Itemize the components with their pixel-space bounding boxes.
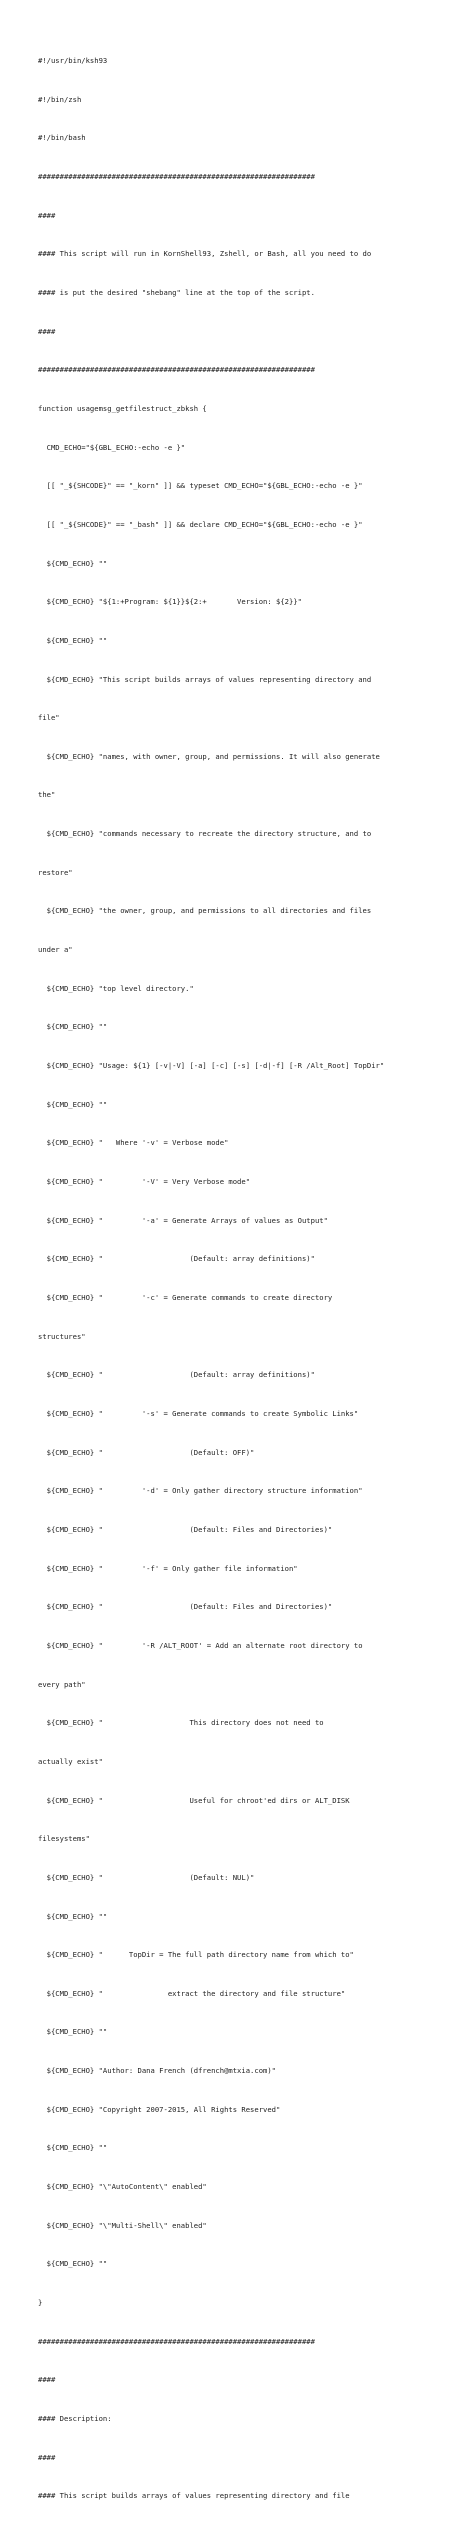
code-line-option-default: ${CMD_ECHO} " (Default: array definitions)" <box>38 1370 315 1380</box>
code-line-option: ${CMD_ECHO} " '-d' = Only gather directory structure information" <box>38 1486 363 1496</box>
code-line-usage: ${CMD_ECHO} "Usage: ${1} [-v|-V] [-a] [-c] [-s] [-d|-f] [-R /Alt_Root] TopDir" <box>38 1061 385 1071</box>
code-line: [[ "_${SHCODE}" == "_korn" ]] && typeset CMD_ECHO="${GBL_ECHO:-echo -e }" <box>38 481 363 491</box>
code-line-comment: #### This script builds arrays of values representing directory and file <box>38 2491 350 2501</box>
code-line-option-default: ${CMD_ECHO} " (Default: array definitions)" <box>38 1254 315 1264</box>
script-listing <box>38 42 438 2531</box>
code-line: ${CMD_ECHO} "${1:+Program: ${1}}${2:+ Version: ${2}}" <box>38 597 302 607</box>
code-line: ${CMD_ECHO} "" <box>38 558 108 568</box>
code-line: ${CMD_ECHO} " Useful for chroot'ed dirs or ALT_DISK <box>38 1795 350 1805</box>
code-line: ${CMD_ECHO} "" <box>38 2259 108 2269</box>
code-line-comment: #### is put the desired "shebang" line at the top of the script. <box>38 287 315 297</box>
code-line-comment: #### Description: <box>38 2414 112 2424</box>
code-line-option: ${CMD_ECHO} " '-V' = Very Verbose mode" <box>38 1177 251 1187</box>
code-line-wrapped: the" <box>38 790 56 800</box>
code-line-comment: #### <box>38 2452 56 2462</box>
code-line: ${CMD_ECHO} "commands necessary to recreate the directory structure, and to <box>38 829 372 839</box>
code-line-comment-rule: ################################################################ <box>38 171 315 181</box>
code-line-comment-rule: ################################################################ <box>38 365 315 375</box>
code-line-shebang-zsh: #!/bin/zsh <box>38 94 82 104</box>
code-line: ${CMD_ECHO} "" <box>38 635 108 645</box>
code-line: ${CMD_ECHO} " This directory does not need to <box>38 1718 324 1728</box>
code-line-function-header: function usagemsg_getfilestruct_zbksh { <box>38 403 207 413</box>
code-line: ${CMD_ECHO} "the owner, group, and permissions to all directories and files <box>38 906 372 916</box>
code-line: ${CMD_ECHO} "" <box>38 2143 108 2153</box>
code-line: ${CMD_ECHO} " TopDir = The full path directory name from which to" <box>38 1950 354 1960</box>
code-line-option-default: ${CMD_ECHO} " (Default: Files and Directories)" <box>38 1602 333 1612</box>
code-line: ${CMD_ECHO} "top level directory." <box>38 983 194 993</box>
code-line-option-default: ${CMD_ECHO} " (Default: OFF)" <box>38 1447 255 1457</box>
code-line-option: ${CMD_ECHO} " '-s' = Generate commands to create Symbolic Links" <box>38 1408 359 1418</box>
code-line-wrapped: every path" <box>38 1679 86 1689</box>
code-line-function-close: } <box>38 2298 43 2308</box>
code-line-wrapped: under a" <box>38 945 73 955</box>
code-line: CMD_ECHO="${GBL_ECHO:-echo -e }" <box>38 442 186 452</box>
code-line-comment: #### <box>38 2375 56 2385</box>
code-line-wrapped: filesystems" <box>38 1834 90 1844</box>
code-line-option-default: ${CMD_ECHO} " (Default: NUL)" <box>38 1872 255 1882</box>
code-line: ${CMD_ECHO} "\"AutoContent\" enabled" <box>38 2182 207 2192</box>
code-line-option: ${CMD_ECHO} " '-a' = Generate Arrays of values as Output" <box>38 1215 328 1225</box>
code-line-author: ${CMD_ECHO} "Author: Dana French (dfrench@mtxia.com)" <box>38 2066 276 2076</box>
code-line-comment-rule: ################################################################ <box>38 2336 315 2346</box>
code-line-wrapped: structures" <box>38 1331 86 1341</box>
code-line-comment: #### This script will run in KornShell93, Zshell, or Bash, all you need to do <box>38 249 372 259</box>
code-line-option: ${CMD_ECHO} " Where '-v' = Verbose mode" <box>38 1138 229 1148</box>
code-line: ${CMD_ECHO} "names, with owner, group, and permissions. It will also generate <box>38 751 380 761</box>
code-line-wrapped: actually exist" <box>38 1756 103 1766</box>
code-line-option: ${CMD_ECHO} " '-R /ALT_ROOT' = Add an alternate root directory to <box>38 1640 363 1650</box>
code-line-wrapped: file" <box>38 713 60 723</box>
code-line-comment: #### <box>38 326 56 336</box>
code-line: ${CMD_ECHO} "" <box>38 1099 108 1109</box>
code-line-comment: #### <box>38 210 56 220</box>
code-line: ${CMD_ECHO} "" <box>38 2027 108 2037</box>
code-line-option: ${CMD_ECHO} " '-f' = Only gather file information" <box>38 1563 298 1573</box>
code-line-option: ${CMD_ECHO} " '-c' = Generate commands to create directory <box>38 1293 333 1302</box>
code-line: ${CMD_ECHO} "" <box>38 1022 108 1032</box>
code-line: ${CMD_ECHO} "\"Multi-Shell\" enabled" <box>38 2220 207 2230</box>
code-line-shebang-ksh93: #!/usr/bin/ksh93 <box>38 56 108 65</box>
code-line: ${CMD_ECHO} "This script builds arrays of values representing directory and <box>38 674 372 684</box>
code-line-option-default: ${CMD_ECHO} " (Default: Files and Directories)" <box>38 1524 333 1534</box>
code-line: ${CMD_ECHO} " extract the directory and file structure" <box>38 1988 346 1998</box>
code-line-wrapped: restore" <box>38 867 73 877</box>
code-line-copyright: ${CMD_ECHO} "Copyright 2007-2015, All Rights Reserved" <box>38 2104 281 2114</box>
code-line: [[ "_${SHCODE}" == "_bash" ]] && declare CMD_ECHO="${GBL_ECHO:-echo -e }" <box>38 519 363 529</box>
code-line: ${CMD_ECHO} "" <box>38 1911 108 1921</box>
code-line-shebang-bash: #!/bin/bash <box>38 133 86 143</box>
